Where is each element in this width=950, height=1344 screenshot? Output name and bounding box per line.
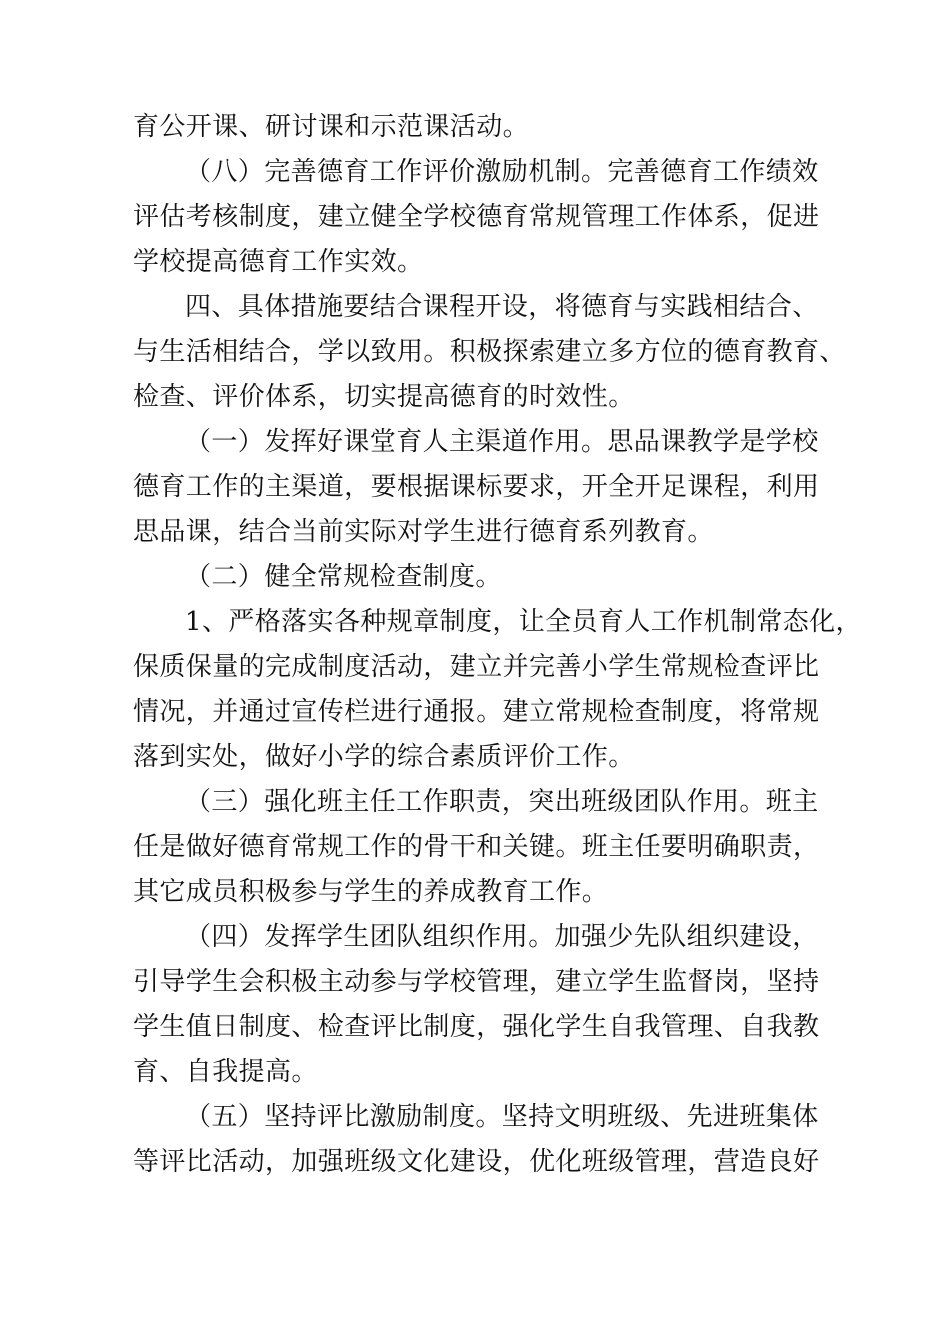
text-line: 评估考核制度，建立健全学校德育常规管理工作体系，促进 xyxy=(133,202,820,232)
paragraph-heading: （八）完善德育工作评价激励机制。完善德育工作绩效 xyxy=(185,157,819,187)
paragraph-heading: （五）坚持评比激励制度。坚持文明班级、先进班集体 xyxy=(185,1102,819,1132)
text-line: 情况，并通过宣传栏进行通报。建立常规检查制度，将常规 xyxy=(133,697,820,727)
text-line: 落到实处，做好小学的综合素质评价工作。 xyxy=(133,742,635,772)
text-line: 德育工作的主渠道，要根据课标要求，开全开足课程，利用 xyxy=(133,472,820,502)
paragraph-heading: （一）发挥好课堂育人主渠道作用。思品课教学是学校 xyxy=(185,427,819,457)
paragraph-heading: （三）强化班主任工作职责，突出班级团队作用。班主 xyxy=(185,787,819,817)
text-line: 保质保量的完成制度活动，建立并完善小学生常规检查评比 xyxy=(133,652,820,682)
text-line: 育、自我提高。 xyxy=(133,1057,318,1087)
text-line: 思品课，结合当前实际对学生进行德育系列教育。 xyxy=(133,517,714,547)
paragraph-heading: （四）发挥学生团队组织作用。加强少先队组织建设， xyxy=(185,922,819,952)
text-line: 与生活相结合，学以致用。积极探索建立多方位的德育教育、 xyxy=(133,337,846,367)
list-item: 1、严格落实各种规章制度，让全员育人工作机制常态化， xyxy=(185,607,862,637)
text-line: 引导学生会积极主动参与学校管理，建立学生监督岗，坚持 xyxy=(133,967,820,997)
section-heading: 四、具体措施要结合课程开设，将德育与实践相结合、 xyxy=(185,292,819,322)
text-line: 学校提高德育工作实效。 xyxy=(133,247,424,277)
text-line: 任是做好德育常规工作的骨干和关键。班主任要明确职责， xyxy=(133,832,820,862)
text-line: 其它成员积极参与学生的养成教育工作。 xyxy=(133,877,609,907)
text-line: 等评比活动，加强班级文化建设，优化班级管理，营造良好 xyxy=(133,1147,820,1177)
paragraph-heading: （二）健全常规检查制度。 xyxy=(185,562,502,592)
text-line: 检查、评价体系，切实提高德育的时效性。 xyxy=(133,382,635,412)
text-line: 育公开课、研讨课和示范课活动。 xyxy=(133,112,530,142)
text-line: 学生值日制度、检查评比制度，强化学生自我管理、自我教 xyxy=(133,1012,820,1042)
